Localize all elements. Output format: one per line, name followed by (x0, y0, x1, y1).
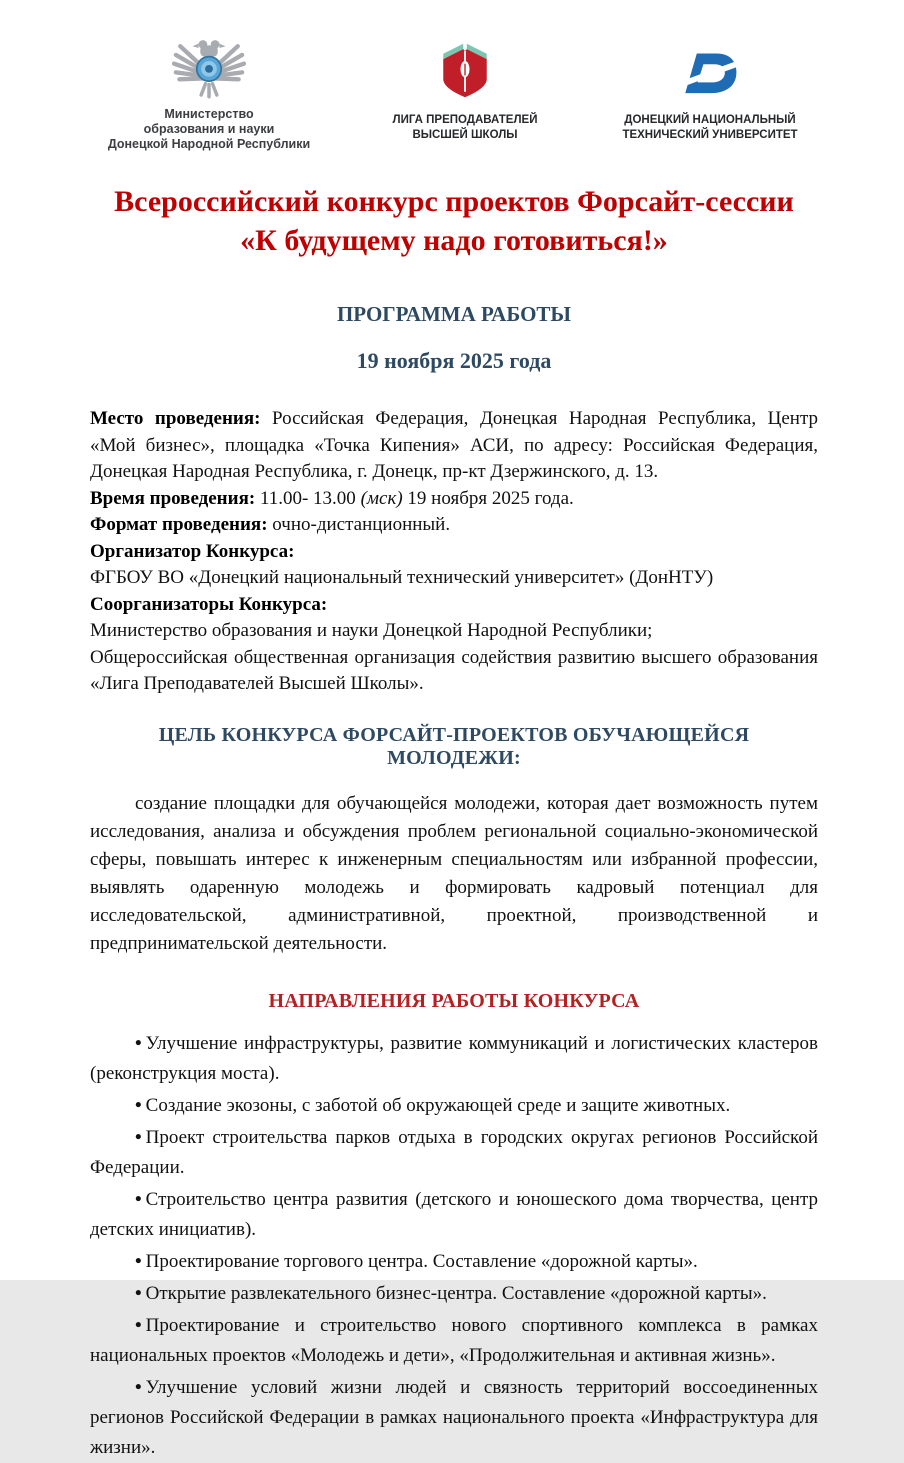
bullet-icon: • (135, 1250, 142, 1272)
detail-time-date: 19 ноября 2025 года. (402, 487, 574, 509)
direction-item (90, 1123, 818, 1183)
liga-caption-line: ВЫСШЕЙ ШКОЛЫ (412, 129, 518, 141)
donntu-caption-line: ТЕХНИЧЕСКИЙ УНИВЕРСИТЕТ (622, 129, 798, 141)
directions-list (90, 1029, 818, 1463)
donntu-d-icon (677, 46, 743, 104)
organizer-label-text: Организатор Конкурса: (90, 540, 295, 562)
detail-time-msk: (мск) (360, 487, 403, 509)
logo-donntu (605, 34, 815, 143)
detail-format-text: очно-дистанционный. (267, 514, 451, 535)
page-title-line1: Всероссийский конкурс проектов Форсайт-сессии (114, 185, 794, 218)
organizer-label (90, 539, 818, 566)
bullet-icon: • (135, 1188, 142, 1210)
direction-item (90, 1029, 818, 1089)
direction-item (90, 1373, 818, 1463)
coorganizers-label-text: Соорганизаторы Конкурса: (90, 593, 328, 615)
direction-item-text: Улучшение инфраструктуры, развитие коммуникаций и логистических кластеров (реконструкция моста). (90, 1032, 818, 1084)
ministry-caption-line: Донецкой Народной Республики (107, 137, 311, 151)
liga-book-quill-icon (436, 36, 494, 104)
direction-item-text: Проектирование и строительство нового спортивного комплекса в рамках национальных проектов «Молодежь и дети», «Продолжительная и активная жизнь». (90, 1314, 818, 1366)
detail-time-label: Время проведения: (90, 487, 256, 509)
direction-item (90, 1091, 818, 1121)
goal-text: создание площадки для обучающейся молодежи, которая дает возможность путем исследования, анализа и обсуждения проблем региональной социально-экономической сферы, повышать интерес к инженерным специальностям или избранной профессии, выявлять одаренную молодежь и формировать кадровый потенциал для исследовательской, административной, проектной, производственной и предпринимательской деятельности. (90, 792, 818, 954)
bullet-icon: • (135, 1314, 142, 1336)
direction-item-text: Создание экозоны, с заботой об окружающей среде и защите животных. (145, 1094, 731, 1116)
directions-heading: НАПРАВЛЕНИЯ РАБОТЫ КОНКУРСА (268, 989, 640, 1012)
detail-format-label: Формат проведения: (90, 514, 268, 535)
logo-liga (367, 34, 563, 143)
direction-item (90, 1247, 818, 1277)
logo-header (90, 34, 818, 152)
program-heading: ПРОГРАММА РАБОТЫ (336, 302, 572, 326)
bullet-icon: • (135, 1094, 142, 1116)
organizer-value: ФГБОУ ВО «Донецкий национальный технический университет» (ДонНТУ) (90, 567, 714, 588)
donntu-caption-line: ДОНЕЦКИЙ НАЦИОНАЛЬНЫЙ (624, 114, 796, 126)
logo-ministry (93, 34, 325, 152)
detail-place (90, 406, 818, 486)
coorganizer-ministry: Министерство образования и науки Донецкой Народной Республики; (90, 620, 653, 641)
direction-item (90, 1279, 818, 1309)
coorganizer-liga: Общероссийская общественная организация содействия развитию высшего образования «Лига Преподавателей Высшей Школы». (90, 646, 818, 694)
goal-heading: ЦЕЛЬ КОНКУРСА ФОРСАЙТ-ПРОЕКТОВ ОБУЧАЮЩЕЙСЯ МОЛОДЕЖИ: (158, 723, 750, 769)
coorganizers-label (90, 592, 818, 619)
detail-time (90, 486, 818, 513)
bullet-icon: • (135, 1376, 142, 1398)
ministry-caption-line: образования и науки (143, 122, 275, 136)
liga-caption-line: ЛИГА ПРЕПОДАВАТЕЛЕЙ (392, 114, 538, 126)
direction-item-text: Проектирование торгового центра. Составление «дорожной карты». (145, 1250, 698, 1272)
page-title-line2: «К будущему надо готовиться!» (240, 224, 668, 257)
direction-item-text: Строительство центра развития (детского и юношеского дома творчества, центр детских инициатив). (90, 1188, 818, 1240)
event-details (90, 406, 818, 698)
ministry-caption-line: Министерство (164, 107, 254, 121)
bullet-icon: • (135, 1282, 142, 1304)
direction-item-text: Проект строительства парков отдыха в городских округах регионов Российской Федерации. (90, 1126, 818, 1178)
ministry-caption (108, 107, 310, 152)
direction-item (90, 1311, 818, 1371)
detail-place-label: Место проведения: (90, 408, 261, 429)
liga-caption (393, 113, 538, 143)
detail-format (90, 512, 818, 539)
date-heading: 19 ноября 2025 года (356, 348, 552, 373)
direction-item (90, 1185, 818, 1245)
bullet-icon: • (135, 1126, 142, 1148)
donntu-caption (622, 113, 797, 143)
direction-item-text: Улучшение условий жизни людей и связность территорий воссоединенных регионов Российской Федерации в рамках национального проекта «Инфраструктура для жизни». (90, 1376, 818, 1458)
detail-time-text: 11.00- 13.00 (255, 487, 361, 509)
bullet-icon: • (135, 1032, 142, 1054)
direction-item-text: Открытие развлекательного бизнес-центра. Составление «дорожной карты». (145, 1282, 767, 1304)
page-title (90, 182, 818, 260)
detail-place-text: Российская Федерация, Донецкая Народная Республика, Центр «Мой бизнес», площадка «Точка Кипения» АСИ, по адресу: Российская Федерация, Донецкая Народная Республика, г. Донецк, пр-кт Дзержинского, д. 13. (90, 408, 818, 482)
ministry-eagle-icon (169, 34, 249, 102)
